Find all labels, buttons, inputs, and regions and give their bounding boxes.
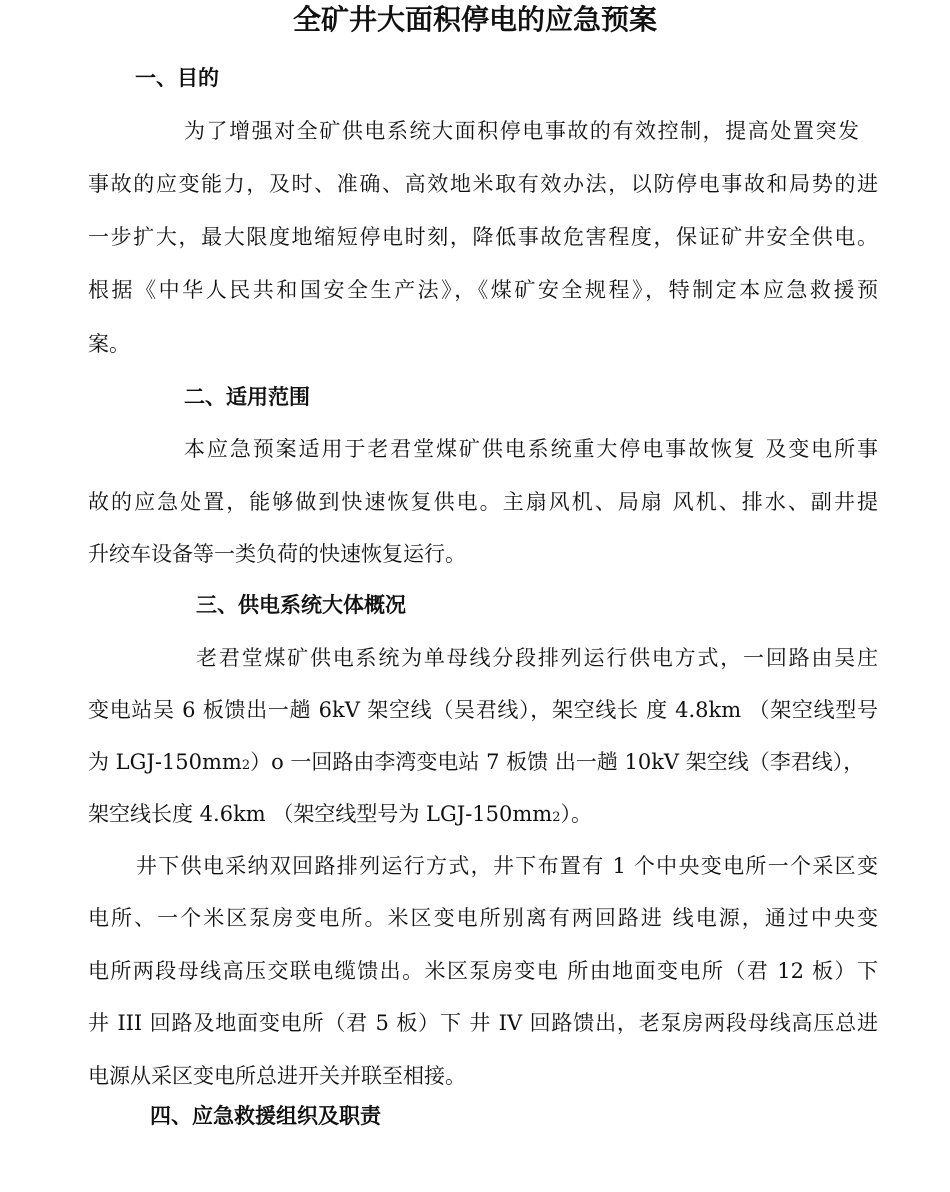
paragraph-line: 老君堂煤矿供电系统为单母线分段排列运行供电方式，一回路由吴庄 — [196, 646, 878, 670]
paragraph-line: 井下供电采纳双回路排列运行方式，井下布置有 1 个中央变电所一个采区变 — [136, 854, 878, 878]
paragraph-line: 案。 — [88, 332, 130, 356]
paragraph-line: 一步扩大，最大限度地缩短停电时刻，降低事故危害程度，保证矿井安全供电。 — [88, 225, 878, 249]
paragraph-line: 电所两段母线高压交联电缆馈出。米区泵房变电 所由地面变电所（君 12 板）下 — [88, 959, 878, 983]
paragraph-line: 本应急预案适用于老君堂煤矿供电系统重大停电事故恢复 及变电所事 — [184, 437, 878, 461]
document-title: 全矿井大面积停电的应急预案 — [292, 3, 657, 36]
paragraph-line: 升绞车设备等一类负荷的快速恢复运行。 — [88, 542, 466, 566]
section-heading-purpose: 一、目的 — [135, 66, 219, 90]
paragraph-line: 变电站吴 6 板馈出一趟 6kV 架空线（吴君线），架空线长 度 4.8km （架空线型号 — [88, 698, 878, 722]
section-heading-organization: 四、应急救援组织及职责 — [150, 1104, 381, 1128]
paragraph-line: 架空线长度 4.6km （架空线型号为 LGJ-150mm2）。 — [88, 802, 592, 826]
paragraph-line: 根据《中华人民共和国安全生产法》，《煤矿安全规程》，特制定本应急救援预 — [88, 278, 878, 302]
paragraph-line: 事故的应变能力，及时、准确、高效地米取有效办法，以防停电事故和局势的进 — [88, 172, 878, 196]
paragraph-line: 为了增强对全矿供电系统大面积停电事故的有效控制，提高处置突发 — [184, 119, 859, 143]
paragraph-line: 故的应急处置，能够做到快速恢复供电。主扇风机、局扇 风机、排水、副井提 — [88, 490, 878, 514]
paragraph-line: 井 III 回路及地面变电所（君 5 板）下 井 IV 回路馈出，老泵房两段母线高压总进 — [88, 1011, 878, 1035]
section-heading-scope: 二、适用范围 — [184, 385, 310, 409]
paragraph-line: 电所、一个米区泵房变电所。米区变电所别离有两回路进 线电源，通过中央变 — [88, 906, 878, 930]
section-heading-overview: 三、供电系统大体概况 — [196, 593, 406, 617]
paragraph-line: 为 LGJ-150mm2）o 一回路由李湾变电站 7 板馈 出一趟 10kV 架空线（李君线）， — [88, 750, 865, 774]
paragraph-line: 电源从采区变电所总进开关并联至相接。 — [88, 1064, 466, 1088]
